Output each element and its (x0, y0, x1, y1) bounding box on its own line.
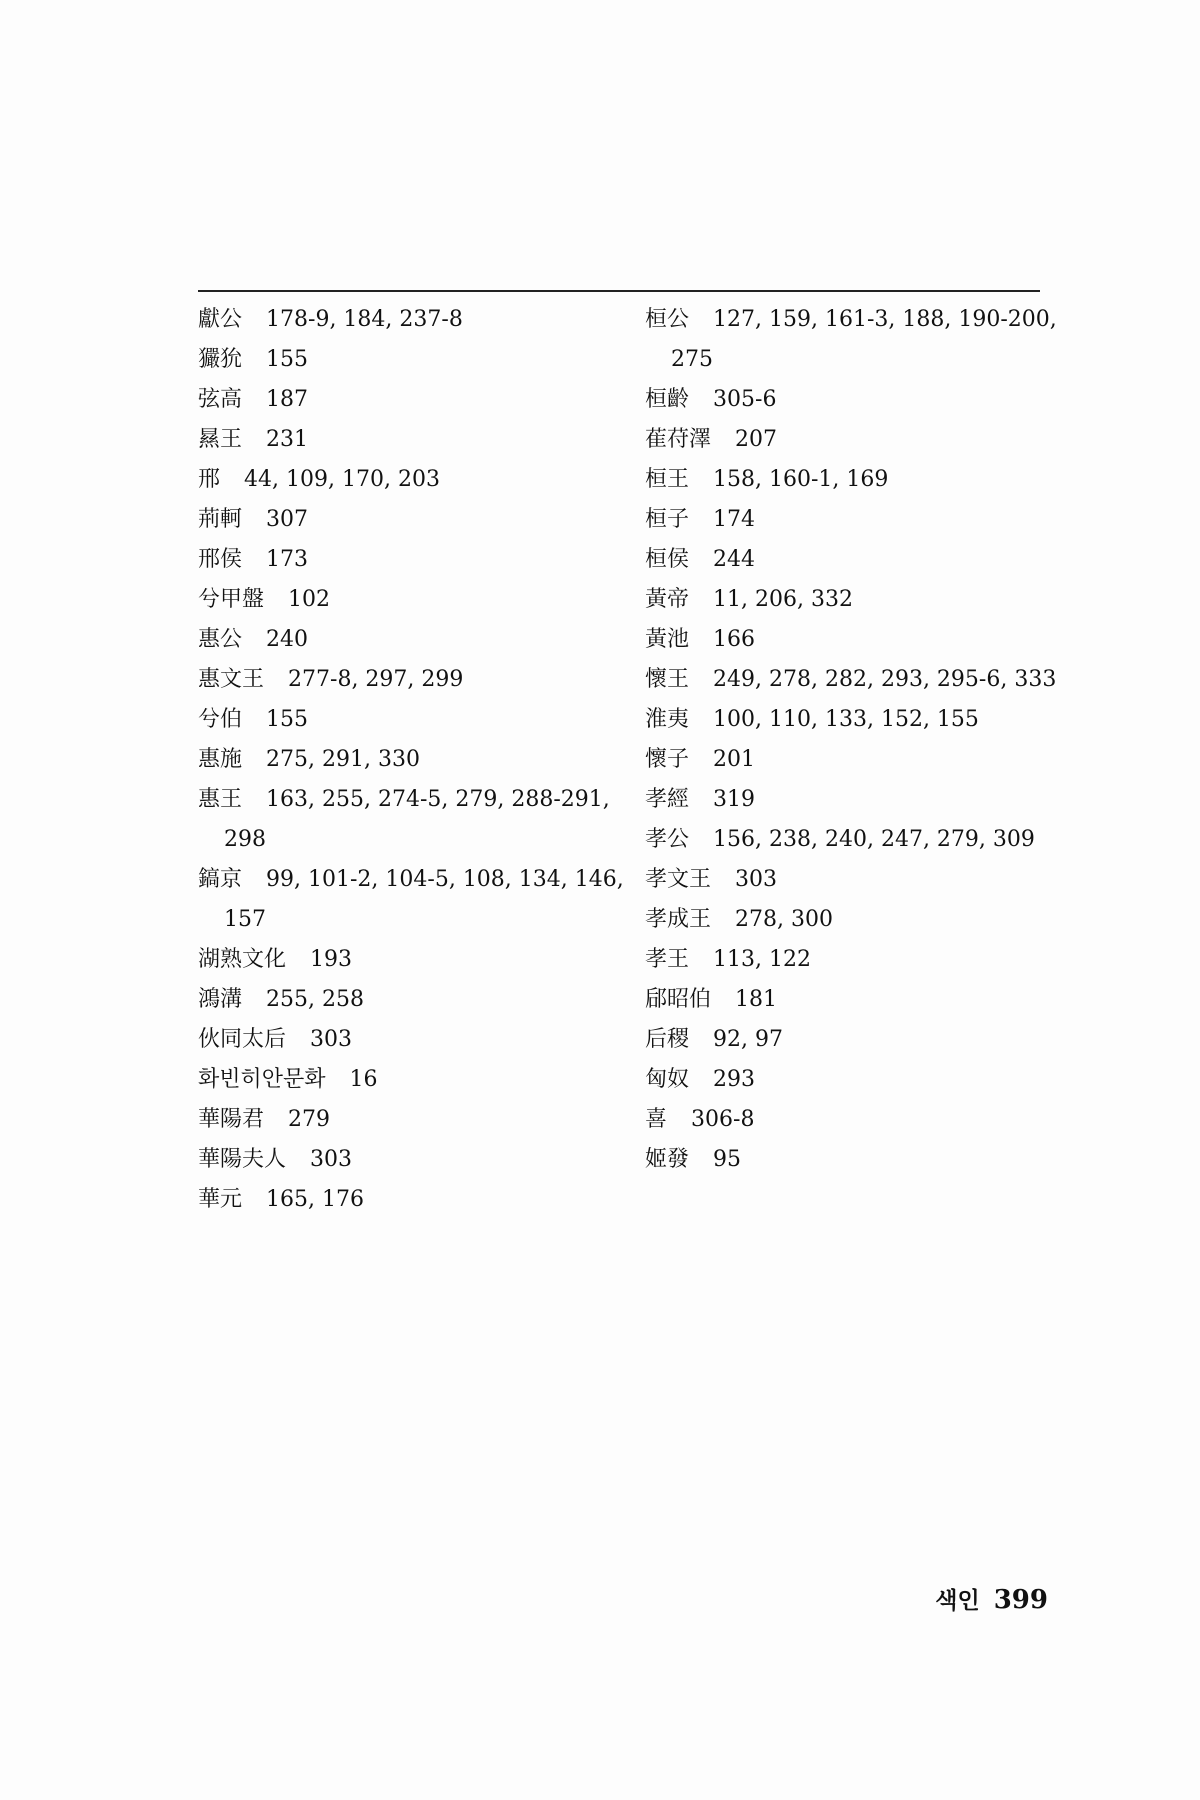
index-term: 孝公 (645, 827, 690, 852)
index-entry (198, 580, 618, 620)
index-term: 孝王 (645, 947, 690, 972)
index-term: 孝成王 (645, 907, 712, 932)
index-term: 獻公 (198, 307, 243, 332)
index-term: 姬發 (645, 1147, 690, 1172)
index-entry (645, 900, 1065, 940)
index-entry (198, 700, 618, 740)
index-pages-continued: 298 (224, 827, 266, 852)
index-pages: 275, 291, 330 (266, 747, 420, 772)
index-term: 懷子 (645, 747, 690, 772)
index-term: 孝經 (645, 787, 690, 812)
index-term: 懷王 (645, 667, 690, 692)
index-entry (645, 380, 1065, 420)
index-entry (645, 980, 1065, 1020)
index-pages: 102 (288, 587, 331, 612)
index-pages: 165, 176 (266, 1187, 364, 1212)
index-pages: 319 (713, 787, 756, 812)
index-term: 玁狁 (198, 347, 243, 372)
index-term: 匈奴 (645, 1067, 690, 1092)
index-entry (645, 860, 1065, 900)
index-pages: 174 (713, 507, 756, 532)
index-entry (198, 420, 618, 460)
index-entry (645, 300, 1065, 380)
index-entry (198, 300, 618, 340)
index-pages: 303 (735, 867, 778, 892)
index-entry (198, 1060, 618, 1100)
index-pages: 11, 206, 332 (713, 587, 853, 612)
index-term: 郈昭伯 (645, 987, 712, 1012)
index-term: 㬎王 (198, 427, 243, 452)
index-entry (645, 420, 1065, 460)
index-entry (198, 1100, 618, 1140)
index-term: 兮甲盤 (198, 587, 265, 612)
index-term: 惠王 (198, 787, 243, 812)
index-term: 萑苻澤 (645, 427, 712, 452)
index-pages: 240 (266, 627, 309, 652)
index-entry (645, 540, 1065, 580)
index-pages: 16 (349, 1067, 378, 1092)
index-term: 鴻溝 (198, 987, 243, 1012)
index-column-right (645, 300, 1065, 1180)
index-pages: 303 (310, 1147, 353, 1172)
index-entry (198, 860, 624, 940)
index-entry (198, 940, 618, 980)
index-pages: 44, 109, 170, 203 (244, 467, 440, 492)
index-entry (645, 700, 1065, 740)
index-term: 荊軻 (198, 507, 243, 532)
index-entry (645, 460, 1065, 500)
index-term: 桓侯 (645, 547, 690, 572)
index-pages: 187 (266, 387, 309, 412)
index-entry (645, 500, 1065, 540)
section-label: 색인 (935, 1588, 980, 1614)
index-pages: 155 (266, 707, 309, 732)
index-entry (198, 620, 618, 660)
index-term: 喜 (645, 1107, 668, 1132)
index-pages: 158, 160-1, 169 (713, 467, 889, 492)
index-entry (198, 1140, 618, 1180)
index-pages: 303 (310, 1027, 353, 1052)
index-term: 鎬京 (198, 867, 243, 892)
index-term: 惠公 (198, 627, 243, 652)
index-term: 惠施 (198, 747, 243, 772)
index-pages: 201 (713, 747, 756, 772)
index-pages: 307 (266, 507, 309, 532)
index-term: 邢侯 (198, 547, 243, 572)
page-number: 399 (993, 1585, 1048, 1615)
index-entry (198, 380, 618, 420)
index-entry (198, 340, 618, 380)
index-entry (645, 1140, 1065, 1180)
index-entry (198, 460, 618, 500)
index-entry (198, 980, 618, 1020)
index-term: 伙同太后 (198, 1027, 287, 1052)
index-entry (198, 1180, 618, 1220)
index-term: 黃帝 (645, 587, 690, 612)
index-entry (645, 940, 1065, 980)
index-column-left (198, 300, 624, 1220)
index-entry (645, 820, 1065, 860)
index-term: 湖熟文化 (198, 947, 287, 972)
index-pages: 113, 122 (713, 947, 811, 972)
index-pages: 278, 300 (735, 907, 833, 932)
header-rule (198, 290, 1040, 292)
index-term: 弦高 (198, 387, 243, 412)
index-pages: 156, 238, 240, 247, 279, 309 (713, 827, 1035, 852)
index-pages: 95 (713, 1147, 742, 1172)
index-entry (198, 540, 618, 580)
index-pages: 305-6 (713, 387, 777, 412)
index-entry (645, 620, 1065, 660)
index-pages: 163, 255, 274-5, 279, 288-291, (266, 787, 610, 812)
index-pages: 100, 110, 133, 152, 155 (713, 707, 979, 732)
index-entry (645, 1100, 1065, 1140)
index-pages: 92, 97 (713, 1027, 783, 1052)
index-pages: 178-9, 184, 237-8 (266, 307, 463, 332)
index-pages: 207 (735, 427, 778, 452)
index-pages: 99, 101-2, 104-5, 108, 134, 146, (266, 867, 624, 892)
index-pages: 279 (288, 1107, 331, 1132)
index-term: 孝文王 (645, 867, 712, 892)
index-pages: 255, 258 (266, 987, 364, 1012)
index-term: 桓王 (645, 467, 690, 492)
index-entry (198, 740, 618, 780)
index-entry (645, 1020, 1065, 1060)
index-entry (198, 1020, 618, 1060)
index-term: 桓子 (645, 507, 690, 532)
index-entry (198, 660, 618, 700)
index-pages: 181 (735, 987, 778, 1012)
index-entry (645, 1060, 1065, 1100)
index-pages: 249, 278, 282, 293, 295-6, 333 (713, 667, 1057, 692)
index-entry (198, 500, 618, 540)
index-term: 桓公 (645, 307, 690, 332)
index-pages: 231 (266, 427, 309, 452)
index-pages-continued: 157 (224, 907, 266, 932)
index-pages: 277-8, 297, 299 (288, 667, 464, 692)
index-term: 桓齡 (645, 387, 690, 412)
index-term: 黃池 (645, 627, 690, 652)
index-term: 화빈히안문화 (198, 1067, 326, 1092)
index-pages-continued: 275 (671, 347, 713, 372)
index-pages: 127, 159, 161-3, 188, 190-200, (713, 307, 1057, 332)
index-pages: 293 (713, 1067, 756, 1092)
index-entry (645, 660, 1065, 700)
index-entry (198, 780, 618, 860)
index-pages: 193 (310, 947, 353, 972)
index-term: 淮夷 (645, 707, 690, 732)
index-entry (645, 780, 1065, 820)
index-term: 華陽夫人 (198, 1147, 287, 1172)
index-term: 邢 (198, 467, 221, 492)
index-pages: 244 (713, 547, 756, 572)
page-footer (935, 1582, 1048, 1615)
index-pages: 155 (266, 347, 309, 372)
index-term: 惠文王 (198, 667, 265, 692)
index-pages: 173 (266, 547, 309, 572)
index-pages: 306-8 (691, 1107, 755, 1132)
index-term: 華陽君 (198, 1107, 265, 1132)
index-entry (645, 740, 1065, 780)
index-term: 兮伯 (198, 707, 243, 732)
index-term: 后稷 (645, 1027, 690, 1052)
index-entry (645, 580, 1065, 620)
index-pages: 166 (713, 627, 756, 652)
index-term: 華元 (198, 1187, 243, 1212)
